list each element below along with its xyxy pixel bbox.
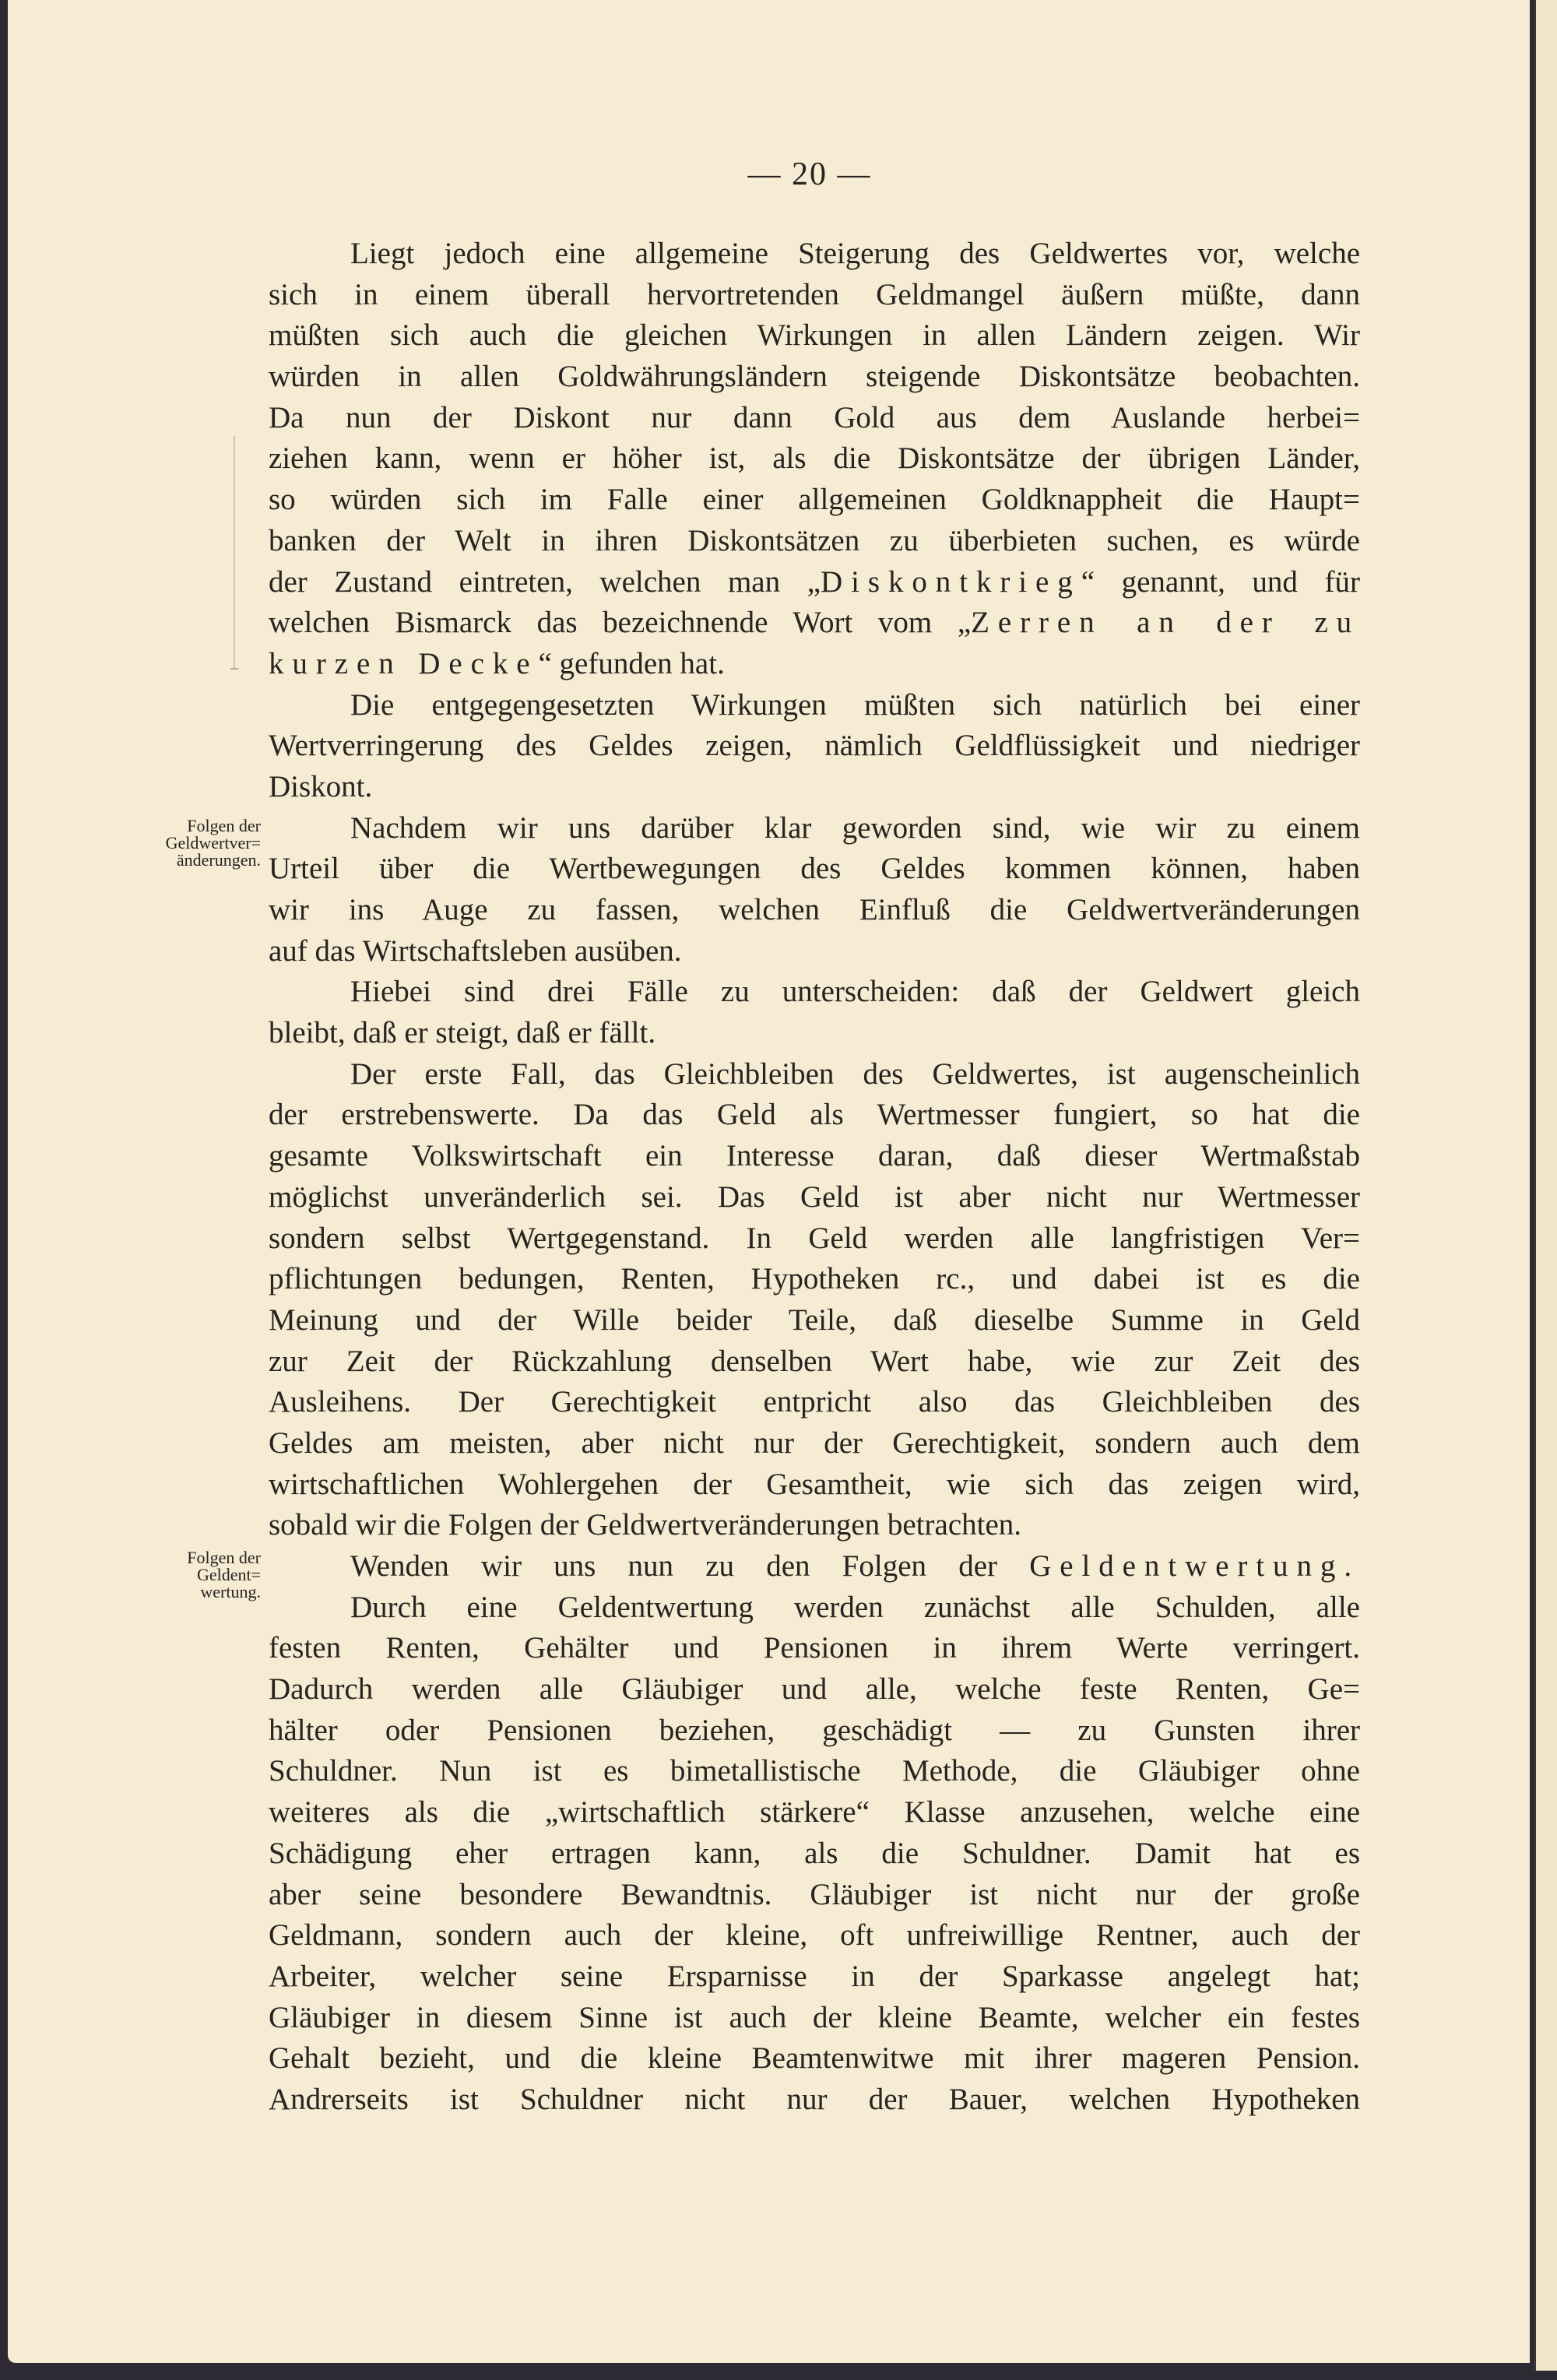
sidenote-line: Geldent= [196,1565,261,1584]
text-segment: Der erste Fall, das Gleichbleiben des Geldwertes, ist augenscheinlich [350,1056,1360,1091]
text-segment: Andrerseits ist Schuldner nicht nur der Bauer, welchen Hypotheken [269,2082,1360,2116]
text-segment: welchen Bismarck das bezeichnende Wort vom „ [269,606,972,640]
sidenote-line: wertung. [200,1582,261,1601]
text-segment: Die entgegengesetzten Wirkungen müßten sich natürlich bei einer [350,687,1360,722]
text-segment: Durch eine Geldentwertung werden zunächst alle Schulden, alle [350,1590,1360,1624]
text-line [269,1054,1360,1095]
text-line [269,1628,1360,1669]
text-line [269,1792,1360,1833]
text-segment: wir ins Auge zu fassen, welchen Einfluß die Geldwertveränderungen [269,893,1360,926]
sidenote-folgen-geldentwertung [105,1549,261,1601]
text-line [269,931,1360,972]
page-number: — 20 — [747,156,872,192]
text-segment: Geldmann, sondern auch der kleine, oft unfreiwillige Rentner, auch der [269,1918,1360,1953]
text-segment: ziehen kann, wenn er höher ist, als die Diskontsätze der übrigen Länder, [269,441,1360,476]
text-line [269,2038,1360,2079]
text-line [269,767,1360,808]
emphasized-spaced-text: Geldentwertung. [1029,1549,1360,1583]
sidenote-line: änderungen. [176,850,261,870]
text-line [269,603,1360,644]
text-segment: Liegt jedoch eine allgemeine Steigerung des Geldwertes vor, welche [350,237,1360,270]
text-segment: Da nun der Diskont nur dann Gold aus dem Auslande herbei= [269,400,1360,434]
text-segment: Urteil über die Wertbewegungen des Geldes kommen können, haben [269,852,1360,886]
text-segment: Hiebei sind drei Fälle zu unterscheiden: daß der Geldwert gleich [350,975,1360,1009]
text-segment: der Zustand eintreten, welchen man „ [269,564,821,599]
text-segment: müßten sich auch die gleichen Wirkungen in allen Ländern zeigen. Wir [269,318,1360,353]
text-line [269,1998,1360,2039]
text-line [269,2079,1360,2121]
text-line [269,1341,1360,1383]
text-segment: Arbeiter, welcher seine Ersparnisse in der Sparkasse angelegt hat; [269,1959,1360,1993]
text-segment: banken der Welt in ihren Diskontsätzen zu überbieten suchen, es würde [269,523,1360,557]
text-line [269,234,1360,275]
text-line [269,1177,1360,1218]
text-segment: Diskont. [269,769,373,803]
text-segment: “ genannt, und für [1081,564,1360,599]
text-line [269,685,1360,726]
margin-dash-mark [230,668,238,670]
text-segment: Dadurch werden alle Gläubiger und alle, welche feste Renten, Ge= [269,1672,1360,1707]
text-line [269,849,1360,890]
text-line [269,726,1360,767]
page-edge [1534,0,1557,2371]
text-segment: zur Zeit der Rückzahlung denselben Wert habe, wie zur Zeit des [269,1344,1360,1378]
text-line [269,1013,1360,1054]
text-segment: pflichtungen bedungen, Renten, Hypotheken rc., und dabei ist es die [269,1262,1360,1296]
text-line [269,1833,1360,1875]
text-line [269,1300,1360,1341]
text-line [269,1875,1360,1916]
text-line [269,1136,1360,1177]
text-line [269,1546,1360,1587]
text-segment: sich in einem überall hervortretenden Geldmangel äußern müßte, dann [269,277,1360,311]
emphasized-spaced-text: kurzen Decke [269,646,539,680]
text-line [269,1382,1360,1423]
text-line [269,521,1360,562]
text-line [269,1259,1360,1300]
text-line [269,1669,1360,1710]
sidenote-folgen-geldwertveraenderungen [105,817,261,869]
text-segment: Wertverringerung des Geldes zeigen, nämlich Geldflüssigkeit und niedriger [269,729,1360,763]
text-segment: der erstrebenswerte. Da das Geld als Wertmesser fungiert, so hat die [269,1098,1360,1132]
text-line [269,1423,1360,1464]
text-segment: sondern selbst Wertgegenstand. In Geld werden alle langfristigen Ver= [269,1221,1360,1255]
text-line [269,890,1360,931]
text-segment: gesamte Volkswirtschaft ein Interesse daran, daß dieser Wertmaßstab [269,1139,1360,1173]
sidenote-line: Folgen der [187,816,261,835]
text-segment: würden in allen Goldwährungsländern steigende Diskontsätze beobachten. [269,360,1360,394]
text-line [269,1710,1360,1752]
text-segment: aber seine besondere Bewandtnis. Gläubiger ist nicht nur der große [269,1877,1360,1911]
text-segment: sobald wir die Folgen der Geldwertveränderungen betrachten. [269,1508,1022,1542]
text-line [269,1095,1360,1136]
text-line [269,562,1360,603]
text-line [269,480,1360,521]
text-line [269,438,1360,480]
text-line [269,644,1360,685]
text-segment: Nachdem wir uns darüber klar geworden sind, wie wir zu einem [350,810,1360,845]
sidenote-line: Folgen der [187,1548,261,1567]
text-segment: “ gefunden hat. [538,646,725,680]
sidenote-line: Geldwertver= [165,833,261,853]
text-segment: so würden sich im Falle einer allgemeinen Goldknappheit die Haupt= [269,483,1360,517]
emphasized-spaced-text: Diskontkrieg [821,564,1081,599]
text-segment: Wenden wir uns nun zu den Folgen der [350,1549,1030,1583]
text-segment: Gehalt bezieht, und die kleine Beamtenwitwe mit ihrer mageren Pension. [269,2041,1360,2076]
text-line [269,1915,1360,1956]
text-line [269,357,1360,398]
margin-pencil-mark [234,436,235,670]
text-segment: wirtschaftlichen Wohlergehen der Gesamtheit, wie sich das zeigen wird, [269,1467,1360,1501]
text-line [269,1464,1360,1506]
text-segment: Schuldner. Nun ist es bimetallistische Methode, die Gläubiger ohne [269,1754,1360,1788]
text-segment: weiteres als die „wirtschaftlich stärkere“ Klasse anzusehen, welche eine [269,1795,1360,1830]
text-line [269,1505,1360,1546]
text-segment: Meinung und der Wille beider Teile, daß dieselbe Summe in Geld [269,1302,1360,1337]
body-text [269,234,1360,2121]
text-segment: Ausleihens. Der Gerechtigkeit entpricht also das Gleichbleiben des [269,1385,1360,1419]
text-line [269,315,1360,357]
text-segment: auf das Wirtschaftsleben ausüben. [269,933,682,968]
text-line [269,1587,1360,1629]
text-segment: Geldes am meisten, aber nicht nur der Gerechtigkeit, sondern auch dem [269,1426,1360,1460]
text-segment: Gläubiger in diesem Sinne ist auch der kleine Beamte, welcher ein festes [269,2000,1360,2034]
text-line [269,972,1360,1013]
text-line [269,1751,1360,1792]
text-line [269,275,1360,316]
text-line [269,1956,1360,1998]
text-segment: festen Renten, Gehälter und Pensionen in ihrem Werte verringert. [269,1631,1360,1665]
text-segment: Schädigung eher ertragen kann, als die Schuldner. Damit hat es [269,1836,1360,1870]
text-line [269,1218,1360,1260]
emphasized-spaced-text: Zerren an der zu [971,606,1360,640]
text-segment: möglichst unveränderlich sei. Das Geld ist aber nicht nur Wertmesser [269,1179,1360,1214]
text-line [269,808,1360,849]
text-segment: hälter oder Pensionen beziehen, geschädigt — zu Gunsten ihrer [269,1713,1360,1747]
text-line [269,398,1360,439]
text-segment: bleibt, daß er steigt, daß er fällt. [269,1016,656,1050]
